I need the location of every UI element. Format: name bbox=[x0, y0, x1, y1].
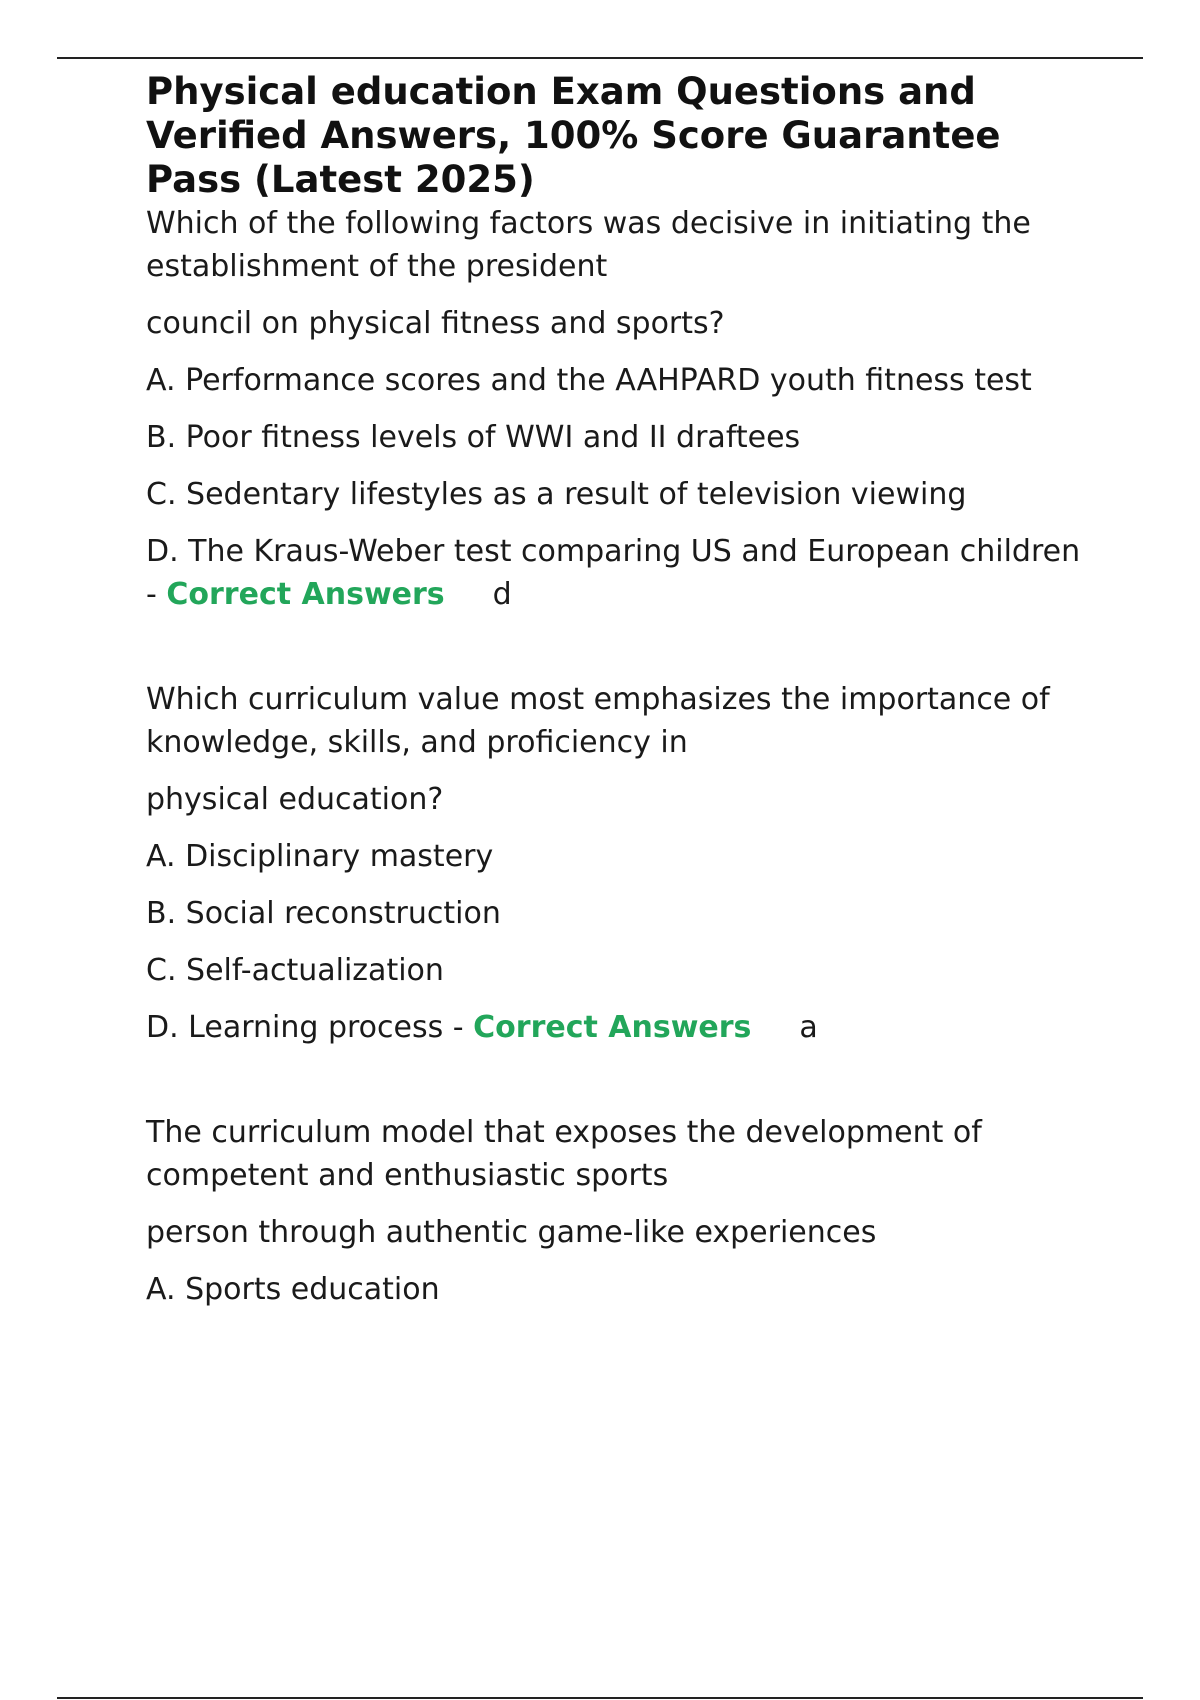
option-d bbox=[146, 530, 1086, 616]
question-stem: The curriculum model that exposes the development of competent and enthusiastic sports bbox=[146, 1115, 982, 1193]
option-d-text: D. Learning process - bbox=[146, 1010, 474, 1045]
correct-answers-label: Correct Answers bbox=[166, 577, 445, 612]
answer-letter: a bbox=[799, 1010, 818, 1045]
question-stem: Which of the following factors was decisive in initiating the establishment of the president bbox=[146, 206, 1031, 284]
option-a: A. Disciplinary mastery bbox=[146, 839, 494, 874]
option-a: A. Sports education bbox=[146, 1272, 440, 1307]
document-title: Physical education Exam Questions and Verified Answers, 100% Score Guarantee Pass (Latest 2025) bbox=[146, 70, 1001, 201]
question-stem-continued: person through authentic game-like experiences bbox=[146, 1215, 877, 1250]
option-d-text: D. The Kraus-Weber test comparing US and European children - bbox=[146, 534, 1081, 612]
document-body bbox=[146, 70, 1086, 1311]
question-stem-continued: physical education? bbox=[146, 782, 444, 817]
question-stem: Which curriculum value most emphasizes the importance of knowledge, skills, and proficiency in bbox=[146, 682, 1050, 760]
option-b: B. Social reconstruction bbox=[146, 896, 501, 931]
option-d bbox=[146, 1006, 1086, 1049]
correct-answers-label: Correct Answers bbox=[473, 1010, 752, 1045]
question-stem-continued: council on physical fitness and sports? bbox=[146, 306, 725, 341]
option-c: C. Sedentary lifestyles as a result of television viewing bbox=[146, 477, 967, 512]
answer-letter: d bbox=[492, 577, 512, 612]
top-rule bbox=[57, 57, 1143, 59]
option-b: B. Poor fitness levels of WWI and II draftees bbox=[146, 420, 801, 455]
question-2 bbox=[146, 678, 1086, 1049]
option-c: C. Self-actualization bbox=[146, 953, 444, 988]
question-1 bbox=[146, 202, 1086, 616]
bottom-rule bbox=[57, 1697, 1143, 1699]
option-a: A. Performance scores and the AAHPARD youth fitness test bbox=[146, 363, 1032, 398]
question-3 bbox=[146, 1111, 1086, 1311]
